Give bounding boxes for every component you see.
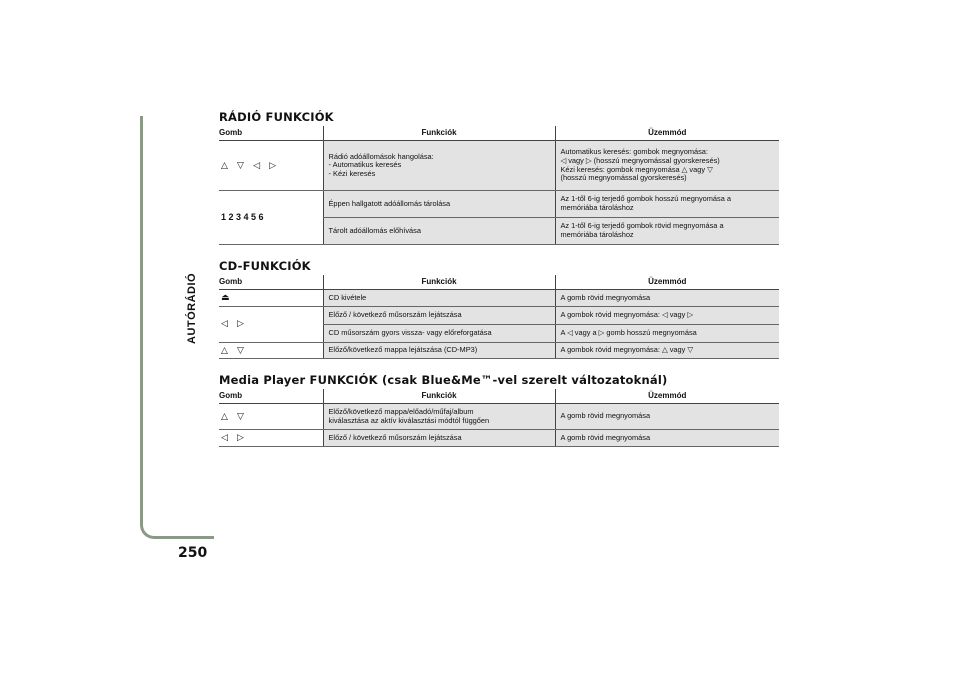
mode-cell: A gomb rövid megnyomása	[555, 404, 779, 430]
column-header-function: Funkciók	[323, 389, 555, 404]
function-cell: CD kivétele	[323, 290, 555, 307]
button-cell	[219, 290, 323, 307]
function-cell: Előző / következő műsorszám lejátszása	[323, 430, 555, 447]
function-cell: Rádió adóállomások hangolása: - Automatikus keresés - Kézi keresés	[323, 141, 555, 191]
arrow-buttons-icon: △ ▽ ◁ ▷	[221, 160, 280, 171]
table-row	[219, 306, 779, 324]
button-cell	[219, 306, 323, 342]
function-cell: Éppen hallgatott adóállomás tárolása	[323, 191, 555, 218]
function-cell: Előző / következő műsorszám lejátszása	[323, 306, 555, 324]
eject-icon: ⏏	[221, 293, 233, 303]
function-cell: Előző/következő mappa/előadó/műfaj/album kiválasztása az aktív kiválasztási módtól függően	[323, 404, 555, 430]
column-header-mode: Üzemmód	[555, 126, 779, 141]
mode-cell: Automatikus keresés: gombok megnyomása: ◁ vagy ▷ (hosszú megnyomással gyorskeresés) Kézi keresés: gombok megnyomása △ vagy ▽ (hosszú megnyomással gyorskeresés)	[555, 141, 779, 191]
table-header-row	[219, 389, 779, 404]
radio-functions-table	[219, 126, 779, 245]
button-cell	[219, 342, 323, 359]
button-cell	[219, 430, 323, 447]
page-frame-border	[140, 116, 214, 539]
table-row	[219, 342, 779, 359]
column-header-button: Gomb	[219, 389, 323, 404]
column-header-function: Funkciók	[323, 126, 555, 141]
function-cell: Tárolt adóállomás előhívása	[323, 218, 555, 245]
column-header-button: Gomb	[219, 126, 323, 141]
table-header-row	[219, 275, 779, 290]
table-row	[219, 430, 779, 447]
column-header-mode: Üzemmód	[555, 275, 779, 290]
mode-cell: A gomb rövid megnyomása	[555, 430, 779, 447]
table-row	[219, 191, 779, 218]
mode-cell: A ◁ vagy a ▷ gomb hosszú megnyomása	[555, 324, 779, 342]
column-header-button: Gomb	[219, 275, 323, 290]
up-down-arrows-icon: △ ▽	[221, 345, 247, 356]
button-cell	[219, 141, 323, 191]
table-row	[219, 290, 779, 307]
mode-cell: A gombok rövid megnyomása: ◁ vagy ▷	[555, 306, 779, 324]
table-header-row	[219, 126, 779, 141]
mode-cell: Az 1-től 6-ig terjedő gombok hosszú megnyomása a memóriába tároláshoz	[555, 191, 779, 218]
mode-cell: Az 1-től 6-ig terjedő gombok rövid megnyomása a memóriába tároláshoz	[555, 218, 779, 245]
mode-cell: A gomb rövid megnyomása	[555, 290, 779, 307]
media-section-title: Media Player FUNKCIÓK (csak Blue&Me™-vel szerelt változatoknál)	[219, 373, 668, 388]
media-functions-table	[219, 389, 779, 447]
function-cell: CD műsorszám gyors vissza- vagy előreforgatása	[323, 324, 555, 342]
radio-section-title: RÁDIÓ FUNKCIÓK	[219, 110, 334, 124]
mode-cell: A gombok rövid megnyomása: △ vagy ▽	[555, 342, 779, 359]
side-section-label: AUTÓRÁDIÓ	[186, 272, 198, 344]
left-right-arrows-icon: ◁ ▷	[221, 319, 247, 330]
button-cell	[219, 404, 323, 430]
page-number: 250	[178, 545, 208, 561]
column-header-mode: Üzemmód	[555, 389, 779, 404]
cd-functions-table	[219, 275, 779, 359]
table-row	[219, 404, 779, 430]
cd-section-title: CD-FUNKCIÓK	[219, 259, 311, 273]
column-header-function: Funkciók	[323, 275, 555, 290]
table-row	[219, 141, 779, 191]
left-right-arrows-icon: ◁ ▷	[221, 433, 247, 444]
up-down-arrows-icon: △ ▽	[221, 411, 247, 422]
function-cell: Előző/következő mappa lejátszása (CD-MP3)	[323, 342, 555, 359]
page-content	[219, 110, 779, 461]
button-cell: 1 2 3 4 5 6	[219, 191, 323, 245]
